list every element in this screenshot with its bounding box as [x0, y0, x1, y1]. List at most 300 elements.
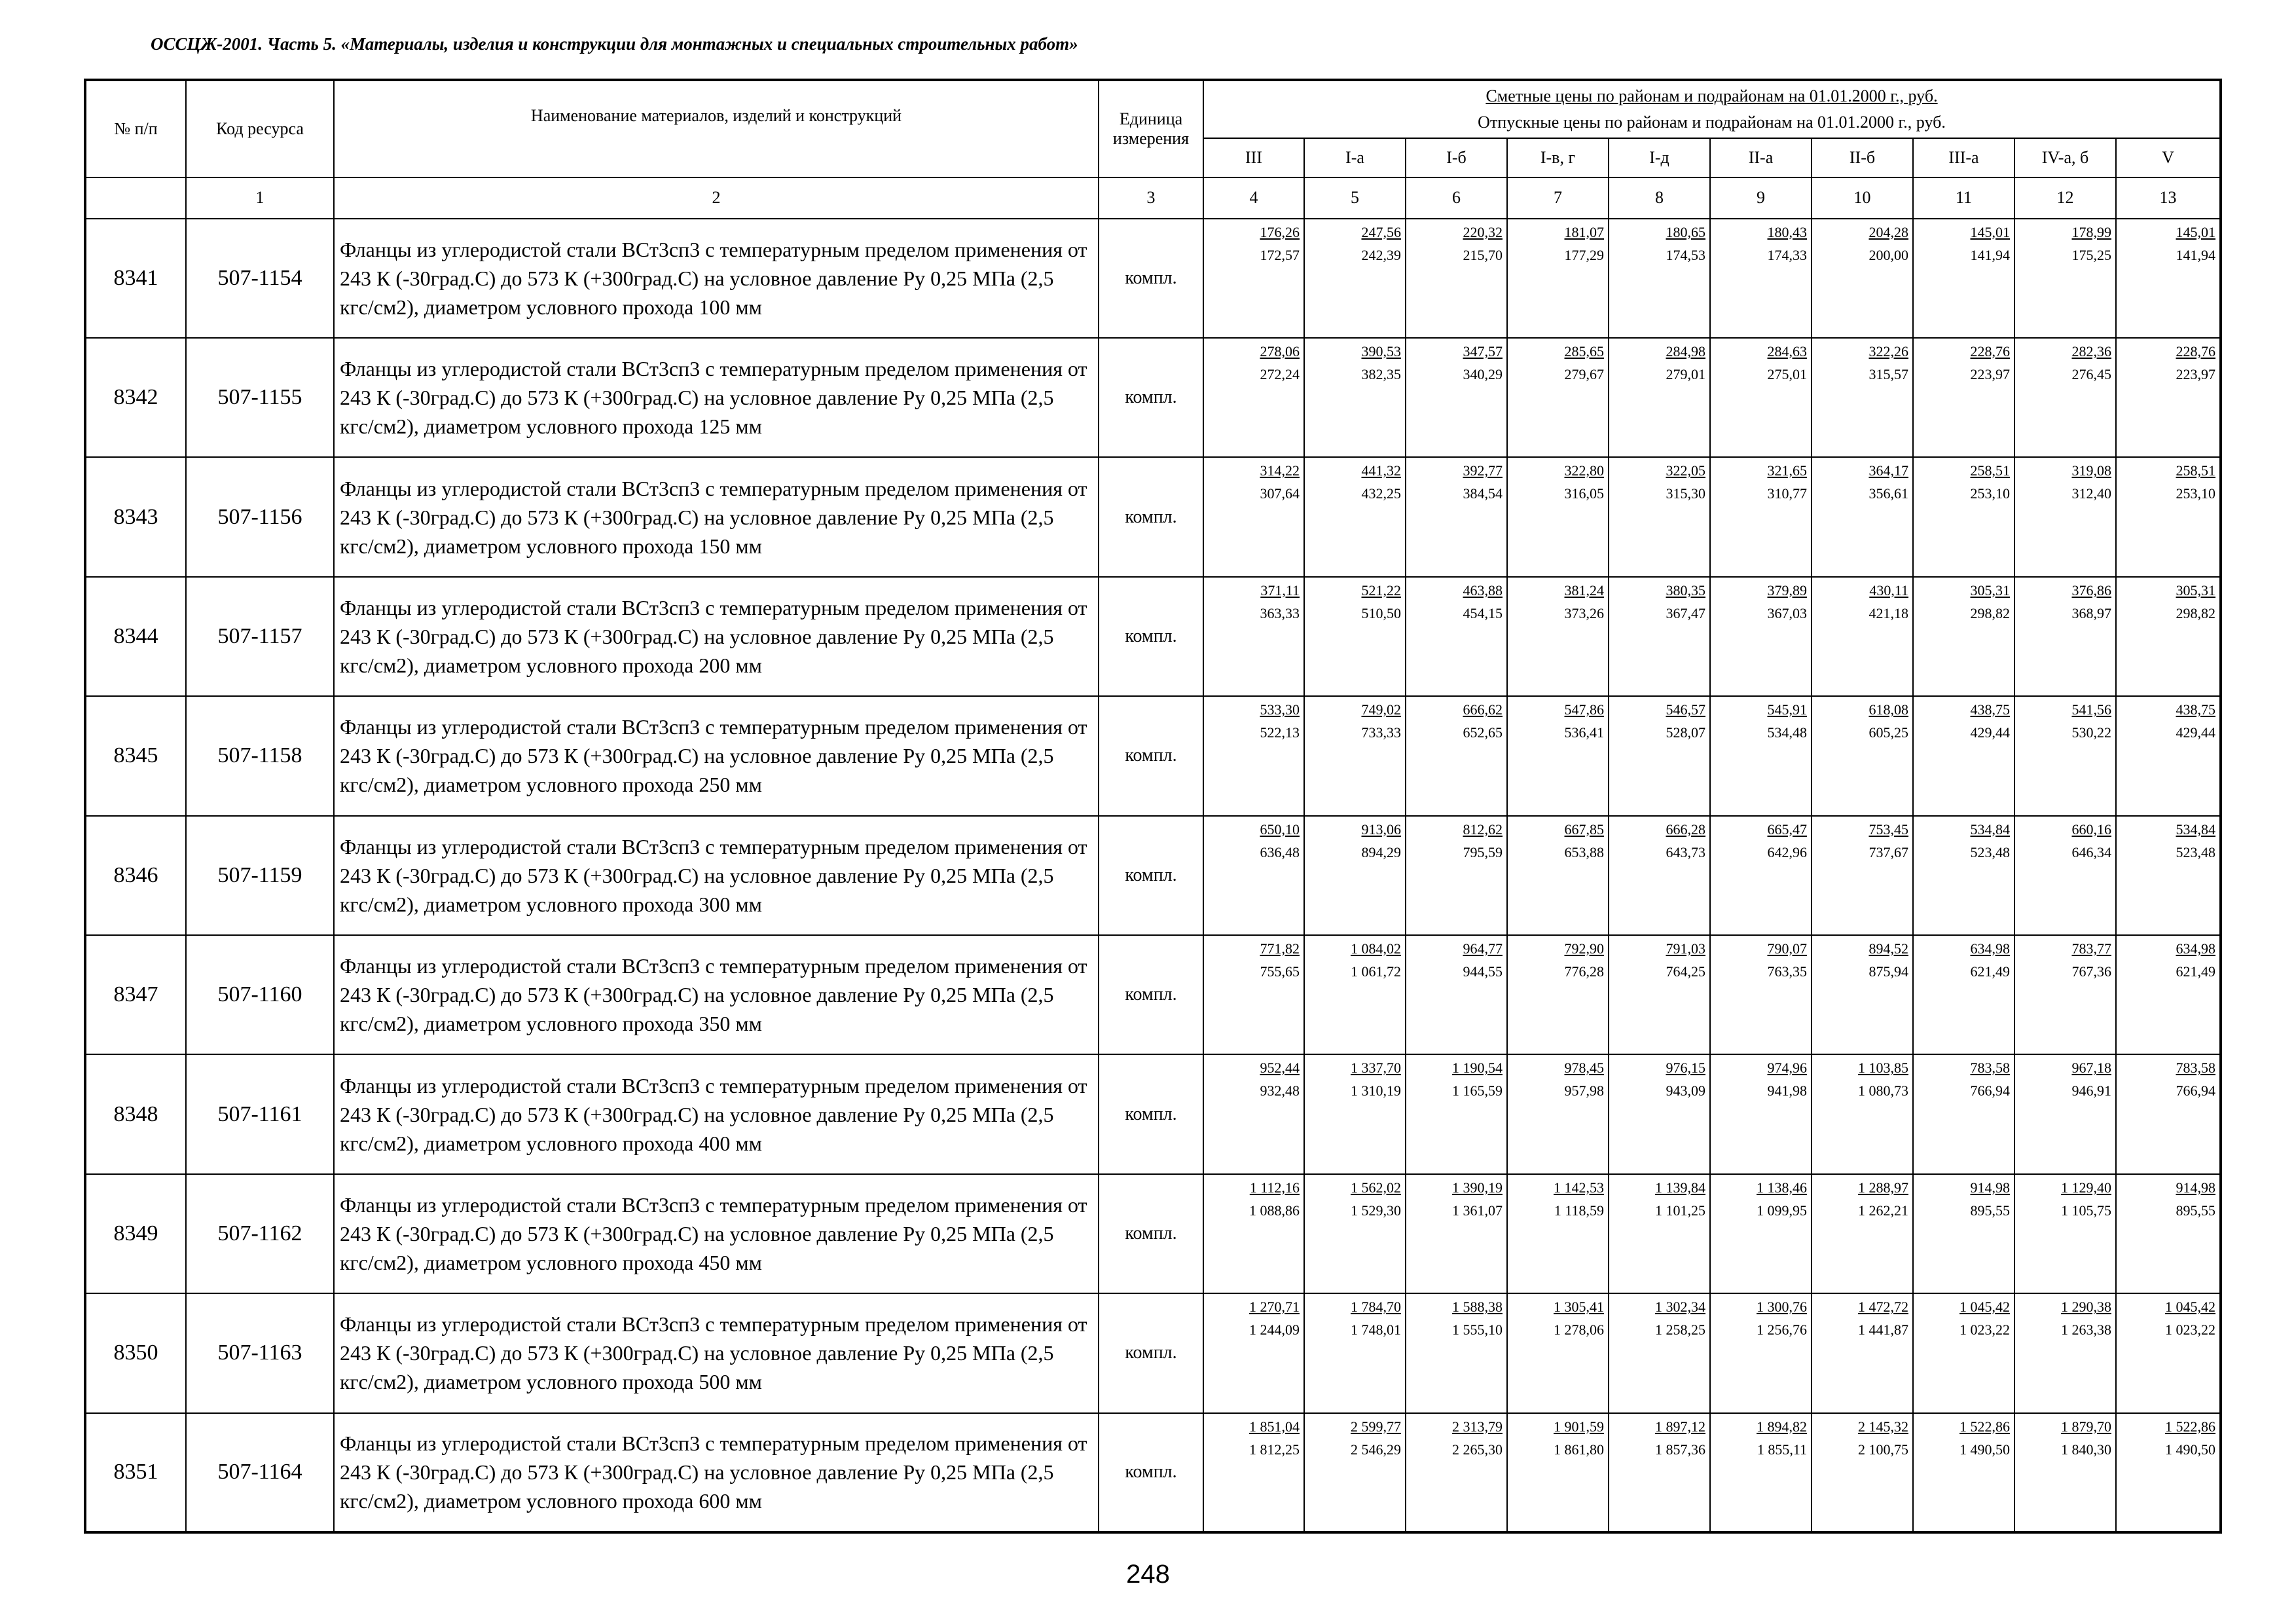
price-cell — [2014, 816, 2116, 935]
estimate-price: 380,35 — [1666, 581, 1705, 599]
estimate-price: 379,89 — [1767, 581, 1807, 599]
column-number: 2 — [334, 177, 1099, 218]
release-price: 1 080,73 — [1858, 1082, 1908, 1099]
release-price: 653,88 — [1564, 843, 1604, 860]
resource-code: 507-1157 — [186, 577, 334, 696]
estimate-price: 660,16 — [2071, 821, 2111, 838]
row-number: 8345 — [85, 696, 186, 815]
table-row — [85, 816, 2221, 935]
estimate-price: 284,63 — [1767, 342, 1807, 360]
header-prices-release: Отпускные цены по районам и подрайонам на 01.01.2000 г., руб. — [1478, 112, 1946, 132]
release-price: 755,65 — [1260, 963, 1300, 980]
release-price: 177,29 — [1564, 246, 1604, 263]
estimate-price: 322,26 — [1868, 342, 1908, 360]
price-cell — [1812, 816, 1913, 935]
release-price: 875,94 — [1868, 963, 1908, 980]
resource-code: 507-1158 — [186, 696, 334, 815]
price-cell — [1710, 816, 1812, 935]
release-price: 253,10 — [1970, 485, 2010, 502]
estimate-price: 2 145,32 — [1858, 1418, 1908, 1435]
release-price: 646,34 — [2071, 843, 2111, 860]
release-price: 368,97 — [2071, 604, 2111, 621]
region-header: II-а — [1710, 138, 1812, 177]
estimate-price: 1 305,41 — [1554, 1299, 1604, 1316]
resource-code: 507-1159 — [186, 816, 334, 935]
release-price: 298,82 — [1970, 604, 2010, 621]
estimate-price: 533,30 — [1260, 701, 1300, 718]
estimate-price: 976,15 — [1666, 1060, 1705, 1077]
estimate-price: 1 390,19 — [1452, 1179, 1503, 1196]
estimate-price: 665,47 — [1767, 821, 1807, 838]
release-price: 215,70 — [1463, 246, 1503, 263]
table-row — [85, 338, 2221, 457]
estimate-price: 1 139,84 — [1655, 1179, 1705, 1196]
header-unit: Единица измерения — [1099, 80, 1203, 177]
release-price: 1 099,95 — [1757, 1202, 1807, 1219]
table-row — [85, 1413, 2221, 1533]
release-price: 367,03 — [1767, 604, 1807, 621]
release-price: 315,30 — [1666, 485, 1705, 502]
row-number: 8343 — [85, 457, 186, 576]
release-price: 1 855,11 — [1757, 1441, 1807, 1458]
estimate-price: 1 562,02 — [1351, 1179, 1401, 1196]
release-price: 1 263,38 — [2061, 1321, 2111, 1338]
release-price: 253,10 — [2176, 485, 2216, 502]
price-cell — [1710, 577, 1812, 696]
estimate-price: 322,80 — [1564, 462, 1604, 479]
release-price: 1 441,87 — [1858, 1321, 1908, 1338]
price-cell — [1406, 1054, 1507, 1173]
release-price: 172,57 — [1260, 246, 1300, 263]
price-cell — [1304, 1293, 1406, 1412]
price-cell — [1203, 577, 1304, 696]
estimate-price: 771,82 — [1260, 940, 1300, 957]
unit-of-measure: компл. — [1099, 457, 1203, 576]
unit-of-measure: компл. — [1099, 1413, 1203, 1533]
material-name: Фланцы из углеродистой стали ВСт3сп3 с температурным пределом применения от 243 К (-30град.С) до 573 К (+300град.С) на условное давление Ру 0,25 МПа (2,5 кгс/см2), диаметром условного прохода 200 мм — [334, 577, 1099, 696]
estimate-price: 176,26 — [1260, 223, 1300, 240]
release-price: 382,35 — [1361, 365, 1401, 382]
unit-of-measure: компл. — [1099, 816, 1203, 935]
price-cell — [2116, 816, 2221, 935]
release-price: 174,53 — [1666, 246, 1705, 263]
price-cell — [1609, 696, 1710, 815]
release-price: 523,48 — [1970, 843, 2010, 860]
price-cell — [1913, 696, 2014, 815]
release-price: 1 061,72 — [1351, 963, 1401, 980]
column-number: 8 — [1609, 177, 1710, 218]
estimate-price: 913,06 — [1361, 821, 1401, 838]
release-price: 1 118,59 — [1554, 1202, 1604, 1219]
price-cell — [1304, 457, 1406, 576]
estimate-price: 1 045,42 — [1959, 1299, 2010, 1316]
release-price: 510,50 — [1361, 604, 1401, 621]
price-cell — [1304, 338, 1406, 457]
price-cell — [1304, 696, 1406, 815]
estimate-price: 284,98 — [1666, 342, 1705, 360]
release-price: 1 023,22 — [1959, 1321, 2010, 1338]
estimate-price: 321,65 — [1767, 462, 1807, 479]
release-price: 1 101,25 — [1655, 1202, 1705, 1219]
column-number: 5 — [1304, 177, 1406, 218]
price-cell — [1304, 1054, 1406, 1173]
price-cell — [1812, 935, 1913, 1054]
column-number: 12 — [2014, 177, 2116, 218]
estimate-price: 1 300,76 — [1757, 1299, 1807, 1316]
release-price: 1 262,21 — [1858, 1202, 1908, 1219]
release-price: 307,64 — [1260, 485, 1300, 502]
estimate-price: 791,03 — [1666, 940, 1705, 957]
estimate-price: 534,84 — [2176, 821, 2216, 838]
price-cell — [1609, 338, 1710, 457]
material-name: Фланцы из углеродистой стали ВСт3сп3 с температурным пределом применения от 243 К (-30град.С) до 573 К (+300град.С) на условное давление Ру 0,25 МПа (2,5 кгс/см2), диаметром условного прохода 500 мм — [334, 1293, 1099, 1412]
resource-code: 507-1163 — [186, 1293, 334, 1412]
release-price: 223,97 — [2176, 365, 2216, 382]
price-cell — [2116, 1293, 2221, 1412]
region-header: I-б — [1406, 138, 1507, 177]
release-price: 1 555,10 — [1452, 1321, 1503, 1338]
release-price: 384,54 — [1463, 485, 1503, 502]
estimate-price: 792,90 — [1564, 940, 1604, 957]
column-number: 11 — [1913, 177, 2014, 218]
header-row — [85, 80, 2221, 138]
release-price: 141,94 — [1970, 246, 2010, 263]
release-price: 312,40 — [2071, 485, 2111, 502]
price-cell — [1609, 457, 1710, 576]
price-cell — [2116, 696, 2221, 815]
estimate-price: 812,62 — [1463, 821, 1503, 838]
release-price: 941,98 — [1767, 1082, 1807, 1099]
price-cell — [1507, 577, 1609, 696]
release-price: 1 258,25 — [1655, 1321, 1705, 1338]
release-price: 421,18 — [1868, 604, 1908, 621]
estimate-price: 1 879,70 — [2061, 1418, 2111, 1435]
estimate-price: 1 112,16 — [1249, 1179, 1300, 1196]
estimate-price: 783,58 — [1970, 1060, 2010, 1077]
release-price: 340,29 — [1463, 365, 1503, 382]
price-cell — [2014, 1413, 2116, 1533]
estimate-price: 220,32 — [1463, 223, 1503, 240]
estimate-price: 322,05 — [1666, 462, 1705, 479]
unit-of-measure: компл. — [1099, 1054, 1203, 1173]
release-price: 1 088,86 — [1249, 1202, 1300, 1219]
price-cell — [1507, 1293, 1609, 1412]
price-cell — [2014, 219, 2116, 338]
price-cell — [2116, 935, 2221, 1054]
estimate-price: 914,98 — [2176, 1179, 2216, 1196]
material-name: Фланцы из углеродистой стали ВСт3сп3 с температурным пределом применения от 243 К (-30град.С) до 573 К (+300град.С) на условное давление Ру 0,25 МПа (2,5 кгс/см2), диаметром условного прохода 250 мм — [334, 696, 1099, 815]
price-cell — [1203, 1293, 1304, 1412]
column-number: 3 — [1099, 177, 1203, 218]
estimate-price: 181,07 — [1564, 223, 1604, 240]
estimate-price: 667,85 — [1564, 821, 1604, 838]
release-price: 944,55 — [1463, 963, 1503, 980]
release-price: 1 529,30 — [1351, 1202, 1401, 1219]
estimate-price: 278,06 — [1260, 342, 1300, 360]
price-cell — [1609, 219, 1710, 338]
material-name: Фланцы из углеродистой стали ВСт3сп3 с температурным пределом применения от 243 К (-30град.С) до 573 К (+300град.С) на условное давление Ру 0,25 МПа (2,5 кгс/см2), диаметром условного прохода 350 мм — [334, 935, 1099, 1054]
estimate-price: 1 190,54 — [1452, 1060, 1503, 1077]
release-price: 363,33 — [1260, 604, 1300, 621]
price-cell — [1203, 338, 1304, 457]
estimate-price: 547,86 — [1564, 701, 1604, 718]
price-cell — [1406, 935, 1507, 1054]
price-cell — [1406, 696, 1507, 815]
price-cell — [1507, 1174, 1609, 1293]
region-header: II-б — [1812, 138, 1913, 177]
estimate-price: 618,08 — [1868, 701, 1908, 718]
release-price: 605,25 — [1868, 724, 1908, 741]
region-header: III-а — [1913, 138, 2014, 177]
release-price: 895,55 — [1970, 1202, 2010, 1219]
material-name: Фланцы из углеродистой стали ВСт3сп3 с температурным пределом применения от 243 К (-30град.С) до 573 К (+300град.С) на условное давление Ру 0,25 МПа (2,5 кгс/см2), диаметром условного прохода 600 мм — [334, 1413, 1099, 1533]
material-name: Фланцы из углеродистой стали ВСт3сп3 с температурным пределом применения от 243 К (-30град.С) до 573 К (+300град.С) на условное давление Ру 0,25 МПа (2,5 кгс/см2), диаметром условного прохода 450 мм — [334, 1174, 1099, 1293]
estimate-price: 978,45 — [1564, 1060, 1604, 1077]
table-row — [85, 577, 2221, 696]
release-price: 279,67 — [1564, 365, 1604, 382]
release-price: 454,15 — [1463, 604, 1503, 621]
column-number: 9 — [1710, 177, 1812, 218]
price-cell — [1913, 1054, 2014, 1173]
estimate-price: 145,01 — [1970, 223, 2010, 240]
estimate-price: 178,99 — [2071, 223, 2111, 240]
price-cell — [1913, 577, 2014, 696]
estimate-price: 1 894,82 — [1757, 1418, 1807, 1435]
release-price: 174,33 — [1767, 246, 1807, 263]
column-number-row — [85, 177, 2221, 218]
resource-code: 507-1160 — [186, 935, 334, 1054]
release-price: 767,36 — [2071, 963, 2111, 980]
estimate-price: 463,88 — [1463, 581, 1503, 599]
estimate-price: 1 142,53 — [1554, 1179, 1604, 1196]
release-price: 1 490,50 — [1959, 1441, 2010, 1458]
price-cell — [1710, 457, 1812, 576]
release-price: 1 023,22 — [2165, 1321, 2216, 1338]
price-cell — [1710, 935, 1812, 1054]
estimate-price: 1 522,86 — [2165, 1418, 2216, 1435]
page-number: 248 — [1126, 1560, 1170, 1589]
price-cell — [1609, 1174, 1710, 1293]
estimate-price: 145,01 — [2176, 223, 2216, 240]
release-price: 946,91 — [2071, 1082, 2111, 1099]
row-number: 8342 — [85, 338, 186, 457]
release-price: 621,49 — [2176, 963, 2216, 980]
estimate-price: 430,11 — [1869, 581, 1908, 599]
estimate-price: 228,76 — [1970, 342, 2010, 360]
header-name: Наименование материалов, изделий и конструкций — [334, 80, 1099, 177]
estimate-price: 534,84 — [1970, 821, 2010, 838]
header-num: № п/п — [85, 80, 186, 177]
release-price: 894,29 — [1361, 843, 1401, 860]
estimate-price: 381,24 — [1564, 581, 1604, 599]
release-price: 298,82 — [2176, 604, 2216, 621]
release-price: 1 278,06 — [1554, 1321, 1604, 1338]
price-cell — [1507, 338, 1609, 457]
price-cell — [2014, 696, 2116, 815]
release-price: 957,98 — [1564, 1082, 1604, 1099]
price-cell — [1812, 219, 1913, 338]
estimate-price: 438,75 — [1970, 701, 2010, 718]
price-cell — [1406, 1413, 1507, 1533]
release-price: 652,65 — [1463, 724, 1503, 741]
price-cell — [1507, 1054, 1609, 1173]
release-price: 766,94 — [2176, 1082, 2216, 1099]
release-price: 642,96 — [1767, 843, 1807, 860]
release-price: 737,67 — [1868, 843, 1908, 860]
estimate-price: 1 901,59 — [1554, 1418, 1604, 1435]
price-cell — [1812, 577, 1913, 696]
price-table — [84, 79, 2222, 1534]
price-cell — [1304, 816, 1406, 935]
release-price: 536,41 — [1564, 724, 1604, 741]
column-number: 4 — [1203, 177, 1304, 218]
price-cell — [1710, 1413, 1812, 1533]
estimate-price: 228,76 — [2176, 342, 2216, 360]
resource-code: 507-1154 — [186, 219, 334, 338]
estimate-price: 319,08 — [2071, 462, 2111, 479]
price-cell — [1812, 338, 1913, 457]
price-cell — [1203, 1174, 1304, 1293]
price-cell — [1812, 1413, 1913, 1533]
price-cell — [1710, 696, 1812, 815]
header-prices — [1203, 80, 2221, 138]
estimate-price: 1 522,86 — [1959, 1418, 2010, 1435]
release-price: 272,24 — [1260, 365, 1300, 382]
release-price: 2 100,75 — [1858, 1441, 1908, 1458]
release-price: 373,26 — [1564, 604, 1604, 621]
resource-code: 507-1164 — [186, 1413, 334, 1533]
estimate-price: 1 129,40 — [2061, 1179, 2111, 1196]
release-price: 367,47 — [1666, 604, 1705, 621]
estimate-price: 258,51 — [1970, 462, 2010, 479]
release-price: 764,25 — [1666, 963, 1705, 980]
release-price: 766,94 — [1970, 1082, 2010, 1099]
price-cell — [2014, 1293, 2116, 1412]
price-cell — [1507, 935, 1609, 1054]
price-cell — [1710, 1174, 1812, 1293]
estimate-price: 634,98 — [1970, 940, 2010, 957]
resource-code: 507-1161 — [186, 1054, 334, 1173]
estimate-price: 967,18 — [2071, 1060, 2111, 1077]
estimate-price: 1 103,85 — [1858, 1060, 1908, 1077]
price-cell — [2116, 338, 2221, 457]
price-cell — [2116, 1054, 2221, 1173]
price-cell — [1609, 1054, 1710, 1173]
price-cell — [1507, 457, 1609, 576]
price-cell — [1507, 219, 1609, 338]
release-price: 530,22 — [2071, 724, 2111, 741]
price-cell — [2014, 1054, 2116, 1173]
release-price: 1 840,30 — [2061, 1441, 2111, 1458]
price-cell — [1609, 1293, 1710, 1412]
price-cell — [1406, 1293, 1507, 1412]
price-cell — [1203, 1054, 1304, 1173]
release-price: 275,01 — [1767, 365, 1807, 382]
release-price: 733,33 — [1361, 724, 1401, 741]
estimate-price: 1 084,02 — [1351, 940, 1401, 957]
row-number: 8344 — [85, 577, 186, 696]
estimate-price: 247,56 — [1361, 223, 1401, 240]
release-price: 932,48 — [1260, 1082, 1300, 1099]
estimate-price: 650,10 — [1260, 821, 1300, 838]
release-price: 1 105,75 — [2061, 1202, 2111, 1219]
price-cell — [1304, 219, 1406, 338]
price-cell — [1812, 1174, 1913, 1293]
price-cell — [1609, 577, 1710, 696]
region-header: IV-а, б — [2014, 138, 2116, 177]
estimate-price: 376,86 — [2071, 581, 2111, 599]
release-price: 528,07 — [1666, 724, 1705, 741]
price-cell — [1203, 935, 1304, 1054]
release-price: 2 546,29 — [1351, 1441, 1401, 1458]
estimate-price: 783,77 — [2071, 940, 2111, 957]
price-cell — [1913, 816, 2014, 935]
column-number: 10 — [1812, 177, 1913, 218]
release-price: 522,13 — [1260, 724, 1300, 741]
price-cell — [1406, 577, 1507, 696]
estimate-price: 285,65 — [1564, 342, 1604, 360]
unit-of-measure: компл. — [1099, 577, 1203, 696]
price-cell — [1203, 457, 1304, 576]
release-price: 1 244,09 — [1249, 1321, 1300, 1338]
release-price: 1 256,76 — [1757, 1321, 1807, 1338]
estimate-price: 546,57 — [1666, 701, 1705, 718]
price-cell — [1507, 1413, 1609, 1533]
price-cell — [1812, 696, 1913, 815]
price-cell — [2116, 1174, 2221, 1293]
price-cell — [2116, 219, 2221, 338]
estimate-price: 753,45 — [1868, 821, 1908, 838]
estimate-price: 180,65 — [1666, 223, 1705, 240]
release-price: 279,01 — [1666, 365, 1705, 382]
price-cell — [1710, 1293, 1812, 1412]
header-code: Код ресурса — [186, 80, 334, 177]
release-price: 141,94 — [2176, 246, 2216, 263]
material-name: Фланцы из углеродистой стали ВСт3сп3 с температурным пределом применения от 243 К (-30град.С) до 573 К (+300град.С) на условное давление Ру 0,25 МПа (2,5 кгс/см2), диаметром условного прохода 300 мм — [334, 816, 1099, 935]
estimate-price: 364,17 — [1868, 462, 1908, 479]
estimate-price: 634,98 — [2176, 940, 2216, 957]
material-name: Фланцы из углеродистой стали ВСт3сп3 с температурным пределом применения от 243 К (-30град.С) до 573 К (+300град.С) на условное давление Ру 0,25 МПа (2,5 кгс/см2), диаметром условного прохода 100 мм — [334, 219, 1099, 338]
price-cell — [1304, 935, 1406, 1054]
release-price: 242,39 — [1361, 246, 1401, 263]
estimate-price: 749,02 — [1361, 701, 1401, 718]
price-cell — [1406, 1174, 1507, 1293]
resource-code: 507-1156 — [186, 457, 334, 576]
estimate-price: 894,52 — [1868, 940, 1908, 957]
column-number-blank — [85, 177, 186, 218]
release-price: 200,00 — [1868, 246, 1908, 263]
release-price: 1 490,50 — [2165, 1441, 2216, 1458]
price-cell — [1203, 696, 1304, 815]
price-cell — [1406, 457, 1507, 576]
table-row — [85, 935, 2221, 1054]
material-name: Фланцы из углеродистой стали ВСт3сп3 с температурным пределом применения от 243 К (-30град.С) до 573 К (+300град.С) на условное давление Ру 0,25 МПа (2,5 кгс/см2), диаметром условного прохода 400 мм — [334, 1054, 1099, 1173]
estimate-price: 541,56 — [2071, 701, 2111, 718]
column-number: 6 — [1406, 177, 1507, 218]
material-name: Фланцы из углеродистой стали ВСт3сп3 с температурным пределом применения от 243 К (-30град.С) до 573 К (+300град.С) на условное давление Ру 0,25 МПа (2,5 кгс/см2), диаметром условного прохода 150 мм — [334, 457, 1099, 576]
release-price: 643,73 — [1666, 843, 1705, 860]
unit-of-measure: компл. — [1099, 219, 1203, 338]
estimate-price: 2 599,77 — [1351, 1418, 1401, 1435]
header-prices-estimate: Сметные цены по районам и подрайонам на 01.01.2000 г., руб. — [1485, 86, 1938, 105]
price-cell — [1609, 935, 1710, 1054]
price-cell — [1203, 1413, 1304, 1533]
unit-of-measure: компл. — [1099, 338, 1203, 457]
estimate-price: 305,31 — [1970, 581, 2010, 599]
release-price: 1 748,01 — [1351, 1321, 1401, 1338]
estimate-price: 390,53 — [1361, 342, 1401, 360]
estimate-price: 783,58 — [2176, 1060, 2216, 1077]
